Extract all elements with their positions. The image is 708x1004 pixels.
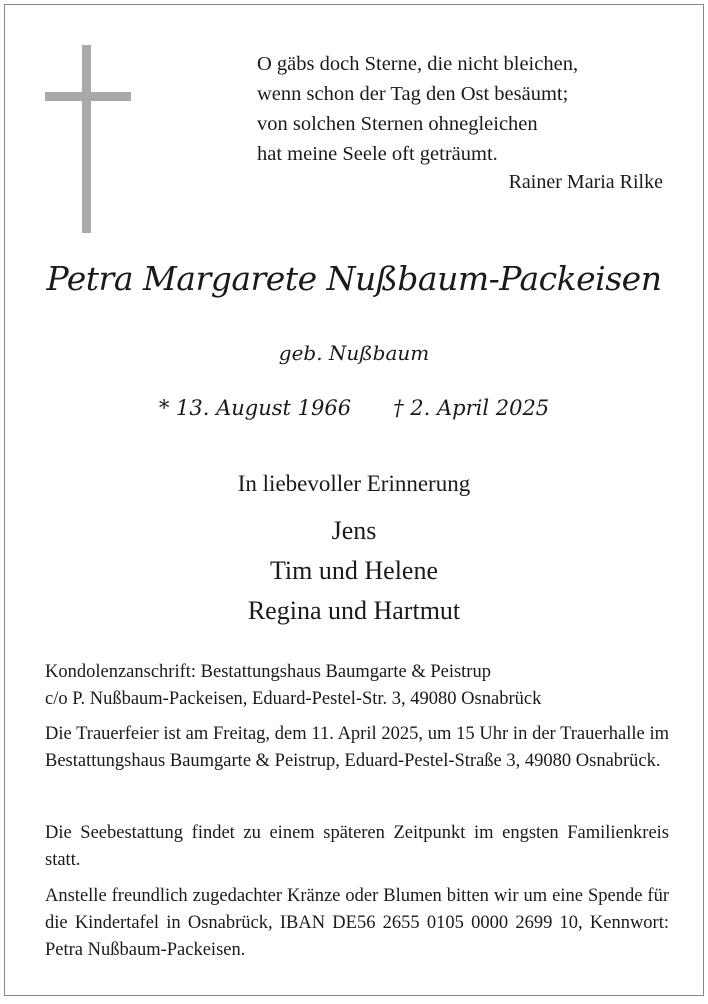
poem-line: O gäbs doch Sterne, die nicht bleichen, [257, 53, 579, 75]
burial-info [45, 820, 669, 874]
poem-line: hat meine Seele oft geträumt. [257, 143, 498, 165]
burial-text: Die Seebestattung findet zu einem späteren Zeitpunkt im engsten Familienkreis statt. [45, 823, 669, 870]
donation-text: Anstelle freundlich zugedachter Kränze oder Blumen bitten wir um eine Spende für die Kindertafel in Osnabrück, IBAN DE56 2655 0105 0000 2699 10, Kennwort: Petra Nußbaum-Packeisen. [45, 886, 669, 960]
donation-info [45, 883, 669, 964]
address-line: c/o P. Nußbaum-Packeisen, Eduard-Pestel-Str. 3, 49080 Osnabrück [45, 689, 542, 709]
address-line: Kondolenzanschrift: Bestattungshaus Baumgarte & Peistrup [45, 662, 491, 682]
deceased-name: Petra Margarete Nußbaum-Packeisen [46, 259, 662, 298]
birth-date: * 13. August 1966 [158, 396, 352, 420]
ceremony-text: Die Trauerfeier ist am Freitag, dem 11. April 2025, um 15 Uhr in der Trauerhalle im Bestattungshaus Baumgarte & Peistrup, Eduard-Pestel-Straße 3, 49080 Osnabrück. [45, 724, 669, 771]
birth-name: geb. Nußbaum [278, 341, 430, 365]
cross-icon [45, 45, 133, 235]
poem [257, 49, 578, 169]
obituary-notice [4, 4, 704, 996]
death-date: † 2. April 2025 [393, 396, 550, 420]
poem-line: wenn schon der Tag den Ost besäumt; [257, 83, 569, 105]
mourners-list [5, 511, 703, 631]
ceremony-info [45, 721, 669, 775]
mourner: Jens [331, 516, 377, 545]
condolence-address [45, 659, 669, 713]
mourner: Tim und Helene [269, 556, 439, 585]
memory-heading: In liebevoller Erinnerung [237, 471, 471, 496]
mourner: Regina und Hartmut [247, 596, 461, 625]
poem-line: von solchen Sternen ohnegleichen [257, 113, 538, 135]
poem-author: Rainer Maria Rilke [508, 171, 663, 193]
life-dates [5, 396, 703, 420]
